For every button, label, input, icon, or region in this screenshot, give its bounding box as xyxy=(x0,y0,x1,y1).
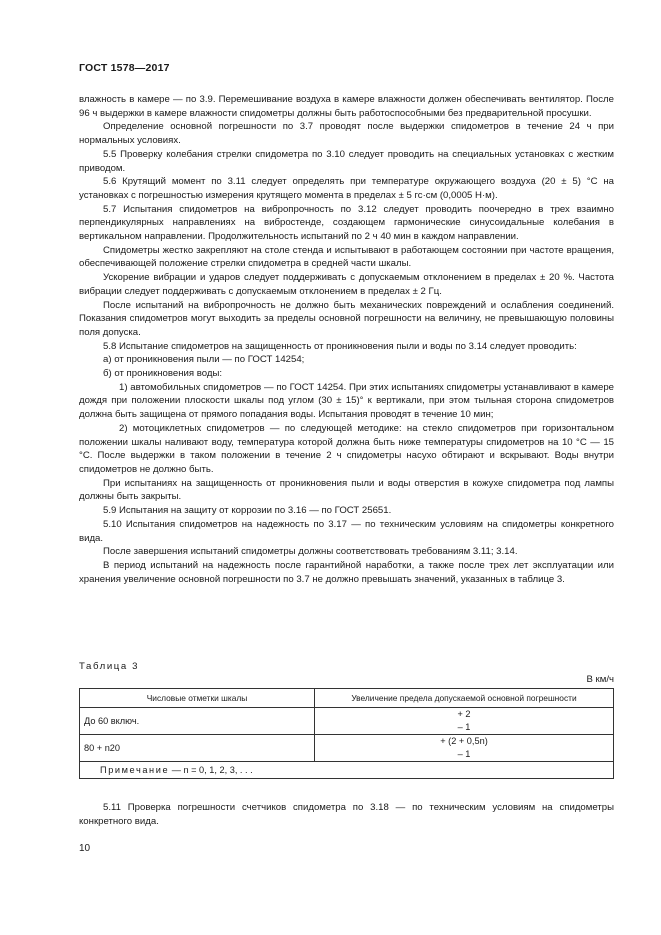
body-text xyxy=(79,93,614,586)
table-header-row xyxy=(80,689,614,708)
list-item: б) от проникновения воды: xyxy=(103,368,223,380)
table-cell-mark: 80 + n20 xyxy=(80,735,315,762)
paragraph: влажность в камере — по 3.9. Перемешивание воздуха в камере влажности должен обеспечивать вентилятор. После 96 ч выдержки в камере влажности спидометры должны быть работоспособными без предварительной просушки. xyxy=(79,94,614,119)
list-item: 1) автомобильных спидометров — по ГОСТ 14254. При этих испытаниях спидометры устанавливают в камере дождя при положении плоскости шкалы под углом (30 ± 15)° к вертикали, при этом тыльная сторона спидометров должна быть защищена от прямого попадания воды. Испытания проводят в течение 10 мин; xyxy=(79,381,614,421)
table-cell-limit xyxy=(315,708,614,735)
paragraph: После испытаний на вибропрочность не должно быть механических повреждений и ослабления соединений. Показания спидометров могут выходить за пределы основной погрешности на величину, не превышающую половины поля допуска. xyxy=(79,299,614,338)
limit-lower: – 1 xyxy=(457,722,471,732)
column-header: Увеличение предела допускаемой основной погрешности xyxy=(315,689,614,708)
after-table-text xyxy=(79,801,614,828)
paragraph: Определение основной погрешности по 3.7 проводят после выдержки спидометров в течение 24 ч при нормальных условиях. xyxy=(79,121,614,147)
column-header: Числовые отметки шкалы xyxy=(80,689,315,708)
table-cell-mark: До 60 включ. xyxy=(80,708,315,735)
table-cell-limit xyxy=(315,735,614,762)
paragraph: Ускорение вибрации и ударов следует поддерживать с допускаемым отклонением в пределах ± 20 %. Частота вибрации следует поддерживать с допускаемым отклонением в пределах ± 2 Гц. xyxy=(79,272,614,297)
note-text: — n = 0, 1, 2, 3, . . . xyxy=(169,765,253,775)
table-row xyxy=(80,735,614,762)
table-note xyxy=(80,762,614,779)
limit-upper: + 2 xyxy=(457,709,471,719)
paragraph: При испытаниях на защищенность от проникновения пыли и воды отверстия в кожухе спидометра под лампы должны быть закрыты. xyxy=(79,477,614,503)
paragraph: 5.8 Испытание спидометров на защищенность от проникновения пыли и воды по 3.14 следует проводить: xyxy=(103,340,577,352)
list-item: 2) мотоциклетных спидометров — по следующей методике: на стекло спидометров при горизонтальном положении шкалы наливают воду, температура которой должна быть ниже температуры спидометров на 10 °С — 15 °С. После выдержки в таком положении в течение 2 ч спидометры насухо обтирают и вскрывают. Воды внутри спидометров не должно быть. xyxy=(79,422,614,475)
table-3 xyxy=(79,688,614,779)
paragraph: В период испытаний на надежность после гарантийной наработки, а также после трех лет эксплуатации или хранения увеличение основной погрешности по 3.7 не должно превышать значений, указанных в таблице 3. xyxy=(79,559,614,585)
list-item: а) от проникновения пыли — по ГОСТ 14254; xyxy=(103,354,305,366)
table-row xyxy=(80,708,614,735)
paragraph: 5.6 Крутящий момент по 3.11 следует определять при температуре окружающего воздуха (20 ± 5) °С на установках с погрешностью измерения крутящего момента в пределах ± 5 гс·см (0,0005 Н·м). xyxy=(79,176,614,201)
paragraph: После завершения испытаний спидометры должны соответствовать требованиям 3.11; 3.14. xyxy=(103,546,518,558)
paragraph: 5.9 Испытания на защиту от коррозии по 3.16 — по ГОСТ 25651. xyxy=(103,505,392,517)
paragraph: 5.7 Испытания спидометров на вибропрочность по 3.12 следует проводить поочередно в трех взаимно перпендикулярных направлениях на вибростенде, создающем гармонические синусоидальные колебания в вертикальном направлении. Продолжительность испытаний по 2 ч 40 мин в каждом направлении. xyxy=(79,203,614,243)
table-units: В км/ч xyxy=(586,674,614,685)
table-title: Таблица 3 xyxy=(79,661,140,672)
paragraph: Спидометры жестко закрепляют на столе стенда и испытывают в работающем состоянии при частоте вращения, обеспечивающей положение стрелки спидометра в средней части шкалы. xyxy=(79,244,614,270)
limit-upper: + (2 + 0,5n) xyxy=(440,736,488,746)
paragraph: 5.10 Испытания спидометров на надежность по 3.17 — по техническим условиям на спидометры конкретного вида. xyxy=(79,518,614,544)
limit-lower: – 1 xyxy=(457,749,471,759)
document-header: ГОСТ 1578—2017 xyxy=(79,62,170,74)
paragraph: 5.5 Проверку колебания стрелки спидометра по 3.10 следует проводить на специальных установках с жестким приводом. xyxy=(79,148,614,174)
note-label: Примечание xyxy=(100,765,170,775)
page-number: 10 xyxy=(79,843,91,854)
table-note-row xyxy=(80,762,614,779)
paragraph: 5.11 Проверка погрешности счетчиков спидометра по 3.18 — по техническим условиям на спидометры конкретного вида. xyxy=(79,802,614,827)
